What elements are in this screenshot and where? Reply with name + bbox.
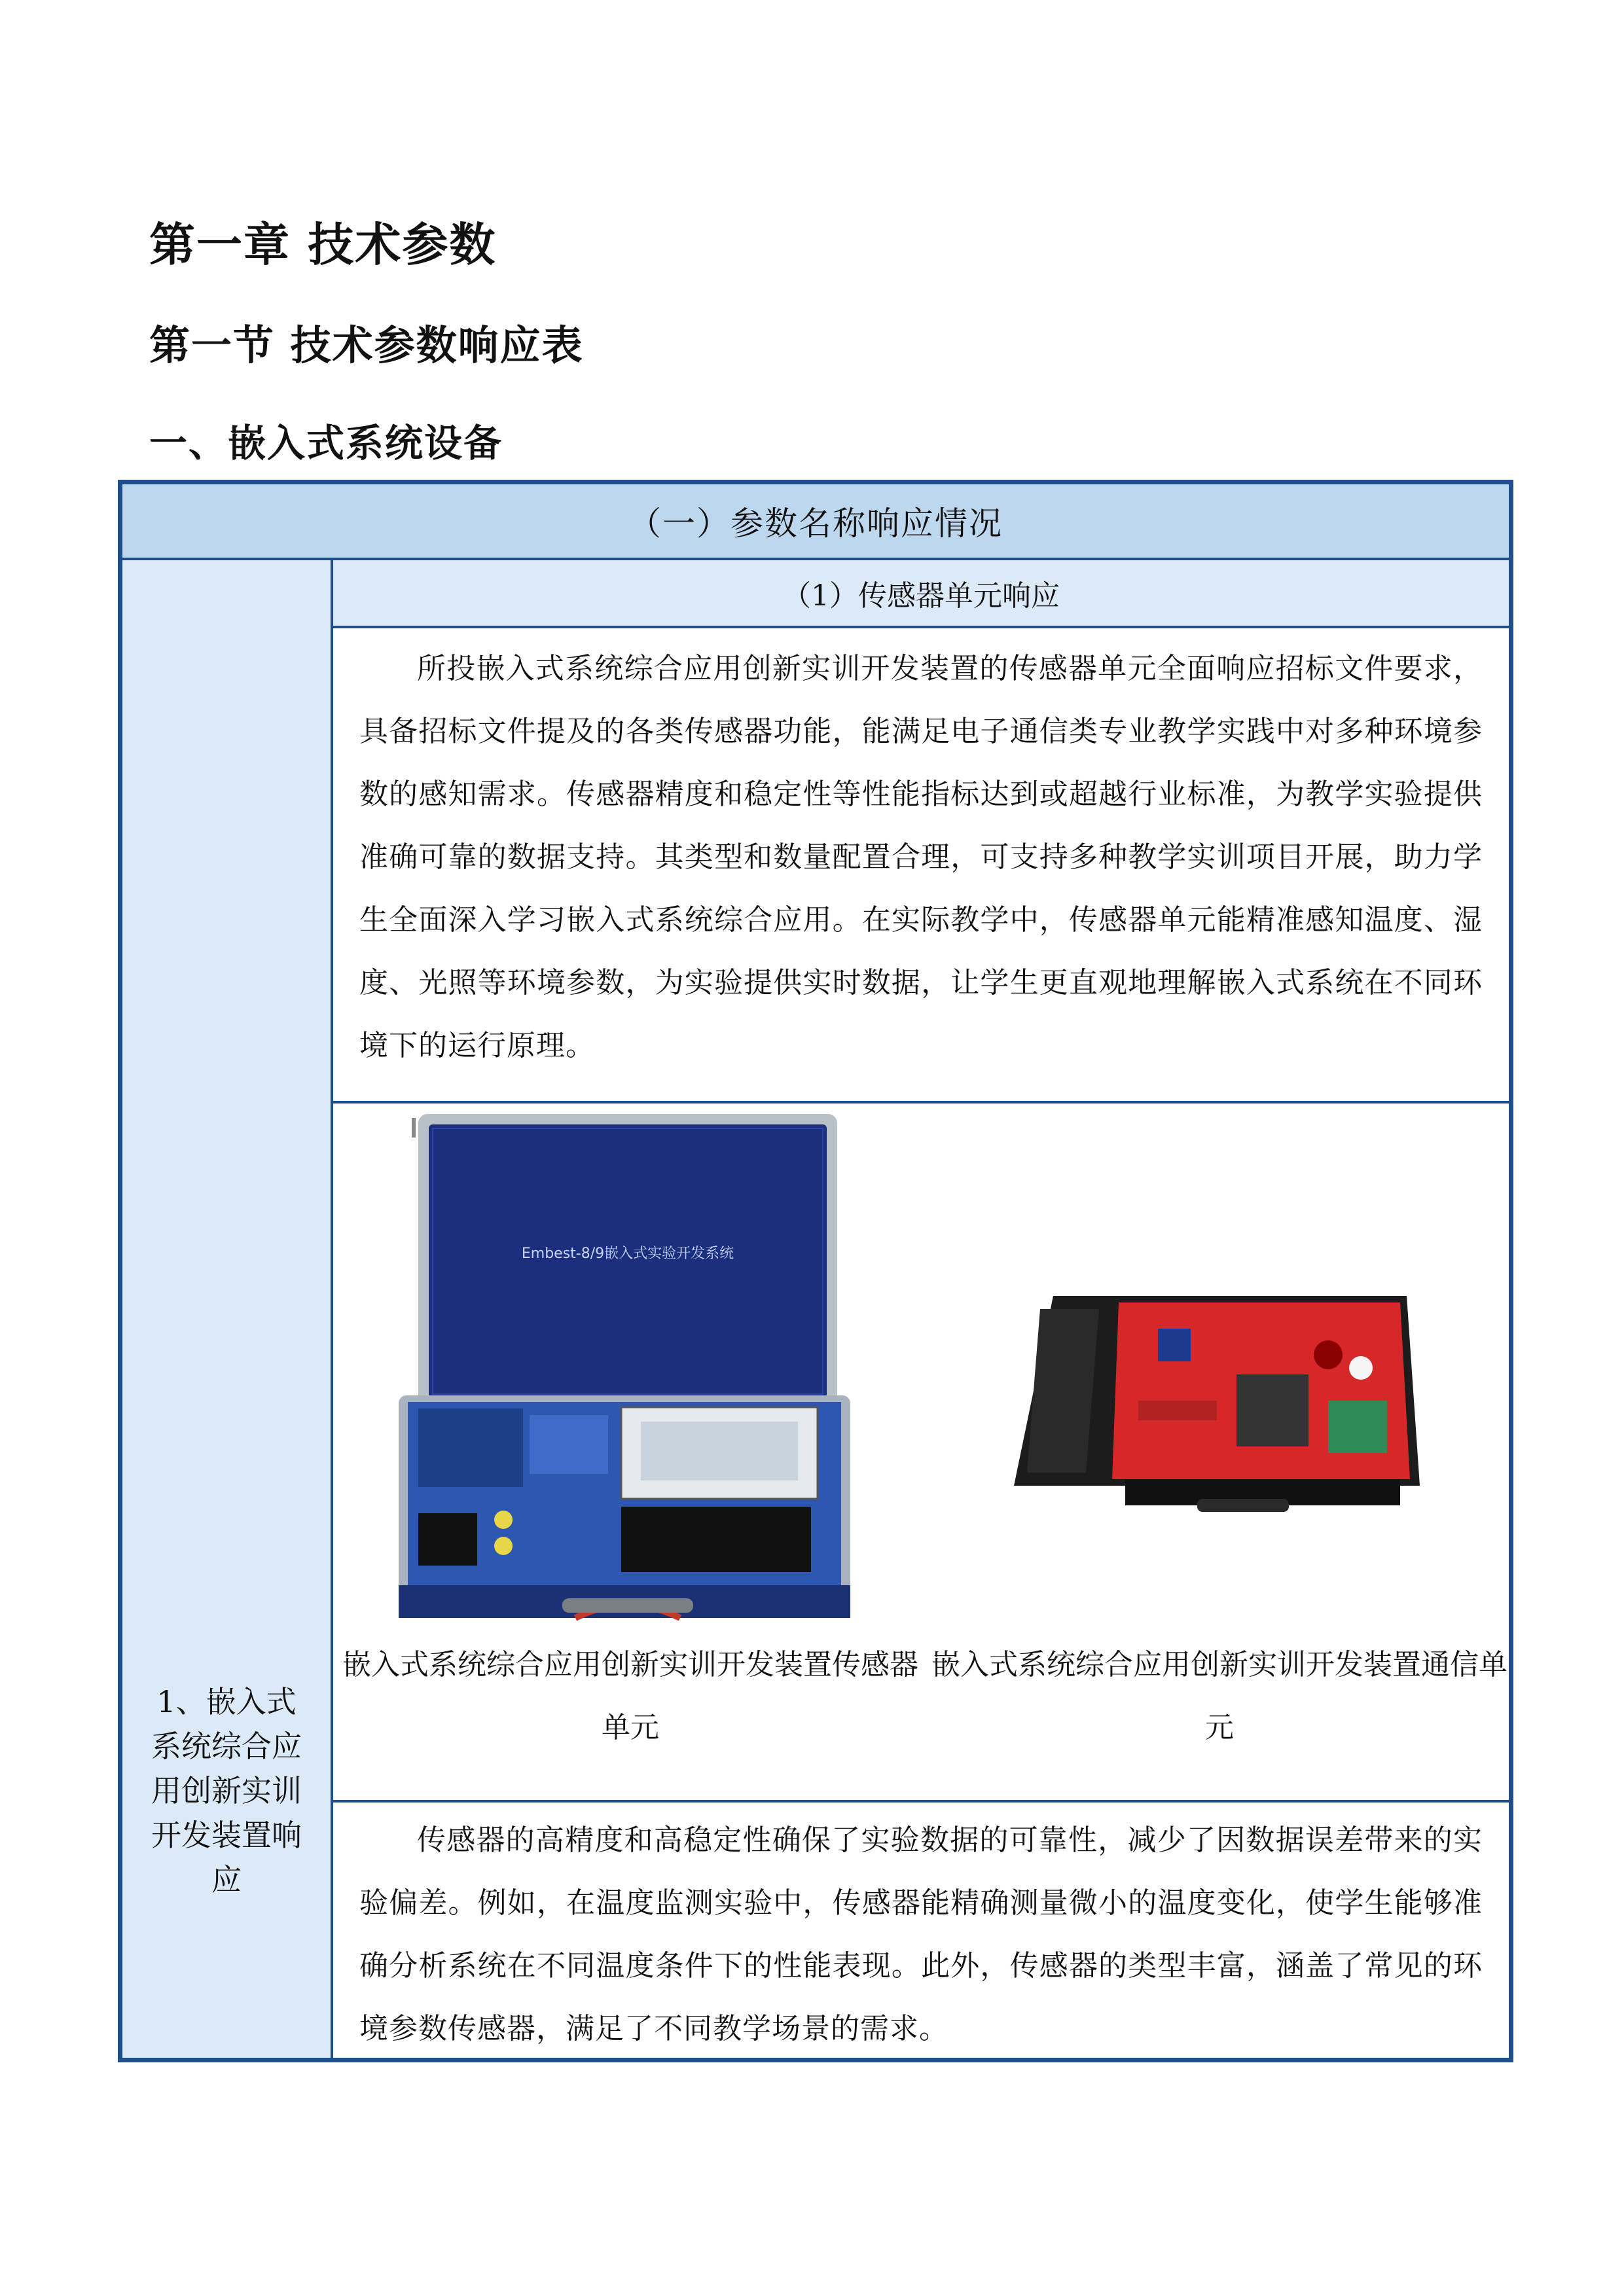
indicator-yellow-2: [494, 1537, 513, 1555]
section-title: 第一节 技术参数响应表: [149, 321, 584, 369]
keypad: [621, 1507, 811, 1572]
connector-block: [418, 1513, 477, 1566]
sub-header: （1）传感器单元响应: [333, 560, 1509, 628]
board-module-1: [418, 1408, 523, 1487]
response-table: [118, 480, 1513, 2062]
board-button: [1349, 1356, 1373, 1380]
table-header: （一）参数名称响应情况: [122, 484, 1509, 560]
chapter-title: 第一章 技术参数: [149, 218, 497, 272]
board-chip-blue: [1158, 1329, 1191, 1361]
sensor-unit-photo: [399, 1114, 890, 1631]
item-label: 1、嵌入式系统综合应用创新实训开发装置响应: [151, 1684, 302, 1897]
board-knob: [1314, 1340, 1343, 1369]
description-cell: [333, 628, 1509, 1103]
case-handle: [1197, 1499, 1289, 1512]
board-header: [1138, 1401, 1217, 1420]
hinge-left: [412, 1118, 416, 1138]
board-green-module: [1328, 1401, 1387, 1453]
description-paragraph: 所投嵌入式系统综合应用创新实训开发装置的传感器单元全面响应招标文件要求，具备招标文件提及的各类传感器功能，能满足电子通信类专业教学实践中对多种环境参数的感知需求。传感器精度和稳定性等性能指标达到或超越行业标准，为教学实验提供准确可靠的数据支持。其类型和数量配置合理，可支持多种教学实训项目开展，助力学生全面深入学习嵌入式系统综合应用。在实际教学中，传感器单元能精准感知温度、湿度、光照等环境参数，为实验提供实时数据，让学生更直观地理解嵌入式系统在不同环境下的运行原理。: [359, 652, 1483, 1062]
detail-cell: [333, 1805, 1509, 2058]
caption-communication-unit: 嵌入式系统综合应用创新实训开发装置通信单元: [931, 1648, 1507, 1744]
lcd-content: [641, 1422, 798, 1480]
lid-screen-text: Embest-8/9嵌入式实验开发系统: [521, 1246, 734, 1262]
board-main-chip: [1236, 1374, 1308, 1446]
communication-unit-photo: [1014, 1283, 1420, 1525]
indicator-yellow: [494, 1511, 513, 1529]
caption-sensor-unit: 嵌入式系统综合应用创新实训开发装置传感器单元: [342, 1648, 918, 1744]
handle: [562, 1598, 693, 1613]
image-cell: [333, 1106, 1509, 1803]
board-module-2: [530, 1415, 608, 1474]
subsection-title: 一、嵌入式系统设备: [149, 421, 503, 465]
detail-paragraph: 传感器的高精度和高稳定性确保了实验数据的可靠性，减少了因数据误差带来的实验偏差。例如，在温度监测实验中，传感器能精确测量微小的温度变化，使学生能够准确分析系统在不同温度条件下的性能表现。此外，传感器的类型丰富，涵盖了常见的环境参数传感器，满足了不同教学场景的需求。: [359, 1823, 1483, 2045]
item-column: [122, 560, 333, 2058]
